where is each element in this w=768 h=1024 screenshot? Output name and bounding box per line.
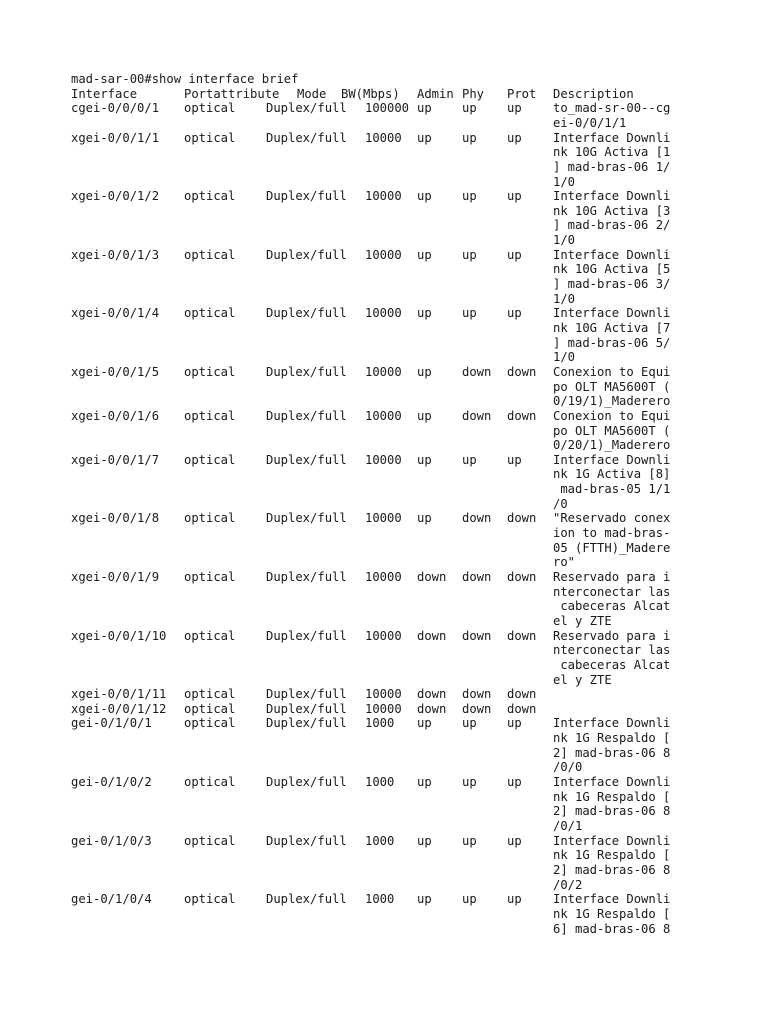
- cell-interface: xgei-0/0/1/3: [71, 247, 160, 262]
- cell-bw: 10000: [365, 687, 402, 702]
- header-mode: Mode: [297, 86, 327, 101]
- cell-admin: up: [417, 716, 432, 731]
- header-admin: Admin: [417, 86, 454, 101]
- header-description: Description: [553, 86, 634, 101]
- cell-description: Reservado para i nterconectar las cabeceras Alcat el y ZTE: [553, 570, 671, 628]
- table-row: [71, 629, 768, 688]
- cell-description: Interface Downli nk 10G Activa [3 ] mad-bras-06 2/ 1/0: [553, 189, 671, 248]
- cell-prot: up: [507, 775, 522, 790]
- cell-portattribute: optical: [184, 775, 236, 790]
- table-row: [71, 702, 768, 717]
- cell-description: Conexion to Equi po OLT MA5600T ( 0/20/1)_Maderero: [553, 408, 671, 453]
- cell-interface: gei-0/1/0/2: [71, 775, 152, 790]
- table-row: [71, 409, 768, 453]
- header-portattribute: Portattribute: [184, 86, 280, 101]
- header-interface: Interface: [71, 86, 138, 101]
- cell-description: Interface Downli nk 1G Respaldo [ 2] mad-bras-06 8 /0/0: [553, 716, 671, 775]
- table-row: [71, 570, 768, 629]
- cell-mode: Duplex/full: [266, 408, 347, 423]
- cell-description: Interface Downli nk 1G Respaldo [ 6] mad-bras-06 8: [553, 892, 671, 936]
- cell-phy: down: [462, 701, 492, 716]
- cell-mode: Duplex/full: [266, 687, 347, 702]
- cell-bw: 10000: [365, 628, 402, 643]
- cell-interface: xgei-0/0/1/11: [71, 687, 167, 702]
- cell-phy: up: [462, 892, 477, 907]
- cell-admin: up: [417, 364, 432, 379]
- cell-phy: up: [462, 130, 477, 145]
- cell-portattribute: optical: [184, 701, 236, 716]
- cell-portattribute: optical: [184, 570, 236, 585]
- cell-bw: 10000: [365, 247, 402, 262]
- table-row: [71, 775, 768, 834]
- cell-mode: Duplex/full: [266, 306, 347, 321]
- cell-description: Interface Downli nk 10G Activa [1 ] mad-bras-06 1/ 1/0: [553, 130, 671, 189]
- cell-interface: xgei-0/0/1/4: [71, 306, 160, 321]
- cell-interface: xgei-0/0/1/10: [71, 628, 167, 643]
- cell-interface: xgei-0/0/1/9: [71, 570, 160, 585]
- cell-interface: xgei-0/0/1/8: [71, 511, 160, 526]
- cell-mode: Duplex/full: [266, 701, 347, 716]
- header-bw: BW(Mbps): [341, 86, 400, 101]
- cell-phy: up: [462, 775, 477, 790]
- cell-admin: down: [417, 570, 447, 585]
- cell-mode: Duplex/full: [266, 833, 347, 848]
- cell-prot: up: [507, 306, 522, 321]
- cell-mode: Duplex/full: [266, 628, 347, 643]
- table-row: [71, 248, 768, 307]
- cell-bw: 10000: [365, 306, 402, 321]
- terminal-output: [71, 72, 768, 936]
- cell-phy: down: [462, 511, 492, 526]
- cell-interface: xgei-0/0/1/5: [71, 364, 160, 379]
- cell-admin: down: [417, 701, 447, 716]
- cell-phy: up: [462, 101, 477, 116]
- table-row: [71, 306, 768, 365]
- cell-admin: up: [417, 189, 432, 204]
- cell-portattribute: optical: [184, 408, 236, 423]
- cell-portattribute: optical: [184, 306, 236, 321]
- cell-admin: up: [417, 247, 432, 262]
- cell-portattribute: optical: [184, 833, 236, 848]
- cell-portattribute: optical: [184, 247, 236, 262]
- cell-portattribute: optical: [184, 189, 236, 204]
- cell-portattribute: optical: [184, 452, 236, 467]
- cell-interface: xgei-0/0/1/2: [71, 189, 160, 204]
- cell-mode: Duplex/full: [266, 892, 347, 907]
- cell-phy: up: [462, 189, 477, 204]
- cell-interface: xgei-0/0/1/12: [71, 701, 167, 716]
- cell-bw: 1000: [365, 775, 395, 790]
- cell-admin: up: [417, 408, 432, 423]
- cell-phy: up: [462, 716, 477, 731]
- cell-bw: 10000: [365, 189, 402, 204]
- cell-description: to_mad-sr-00--cg ei-0/0/1/1: [553, 101, 671, 130]
- cell-prot: down: [507, 570, 537, 585]
- cell-interface: xgei-0/0/1/1: [71, 130, 160, 145]
- cell-description: Interface Downli nk 10G Activa [5 ] mad-bras-06 3/ 1/0: [553, 247, 671, 306]
- cell-prot: up: [507, 247, 522, 262]
- cell-phy: up: [462, 306, 477, 321]
- cell-admin: up: [417, 833, 432, 848]
- cell-admin: down: [417, 687, 447, 702]
- cell-description: Interface Downli nk 1G Respaldo [ 2] mad-bras-06 8 /0/1: [553, 775, 671, 834]
- cell-admin: up: [417, 892, 432, 907]
- cell-mode: Duplex/full: [266, 130, 347, 145]
- table-header: [71, 87, 768, 102]
- table-row: [71, 189, 768, 248]
- cell-prot: up: [507, 101, 522, 116]
- cell-mode: Duplex/full: [266, 716, 347, 731]
- cell-portattribute: optical: [184, 716, 236, 731]
- cell-bw: 100000: [365, 101, 410, 116]
- cell-mode: Duplex/full: [266, 364, 347, 379]
- table-row: [71, 365, 768, 409]
- cell-phy: down: [462, 628, 492, 643]
- cell-prot: up: [507, 833, 522, 848]
- cell-admin: up: [417, 775, 432, 790]
- table-row: [71, 687, 768, 702]
- cell-portattribute: optical: [184, 892, 236, 907]
- header-phy: Phy: [462, 86, 485, 101]
- cell-admin: up: [417, 306, 432, 321]
- cell-phy: down: [462, 408, 492, 423]
- cell-description: Reservado para i nterconectar las cabeceras Alcat el y ZTE: [553, 628, 671, 687]
- cell-prot: down: [507, 701, 537, 716]
- cell-prot: down: [507, 628, 537, 643]
- cell-prot: up: [507, 892, 522, 907]
- cell-portattribute: optical: [184, 130, 236, 145]
- table-row: [71, 101, 768, 130]
- cell-mode: Duplex/full: [266, 570, 347, 585]
- cell-bw: 10000: [365, 364, 402, 379]
- cell-bw: 10000: [365, 511, 402, 526]
- cell-admin: down: [417, 628, 447, 643]
- cell-bw: 1000: [365, 833, 395, 848]
- cell-bw: 10000: [365, 701, 402, 716]
- interface-table: [71, 101, 768, 936]
- cell-phy: up: [462, 247, 477, 262]
- cell-prot: up: [507, 452, 522, 467]
- table-row: [71, 511, 768, 570]
- table-row: [71, 716, 768, 775]
- cell-prot: down: [507, 364, 537, 379]
- cell-description: Interface Downli nk 1G Activa [8] mad-bras-05 1/1 /0: [553, 452, 671, 511]
- cell-mode: Duplex/full: [266, 452, 347, 467]
- cell-bw: 1000: [365, 892, 395, 907]
- cell-phy: up: [462, 452, 477, 467]
- cell-portattribute: optical: [184, 101, 236, 116]
- cell-portattribute: optical: [184, 511, 236, 526]
- cell-description: "Reservado conex ion to mad-bras- 05 (FTTH)_Madere ro": [553, 511, 671, 570]
- cell-prot: down: [507, 511, 537, 526]
- cell-bw: 10000: [365, 452, 402, 467]
- cell-description: Interface Downli nk 10G Activa [7 ] mad-bras-06 5/ 1/0: [553, 306, 671, 365]
- cell-prot: up: [507, 716, 522, 731]
- cell-phy: up: [462, 833, 477, 848]
- command-line: mad-sar-00#show interface brief: [71, 72, 299, 86]
- cell-interface: xgei-0/0/1/6: [71, 408, 160, 423]
- cell-phy: down: [462, 364, 492, 379]
- cell-interface: gei-0/1/0/1: [71, 716, 152, 731]
- cell-prot: down: [507, 408, 537, 423]
- cell-mode: Duplex/full: [266, 775, 347, 790]
- header-prot: Prot: [507, 86, 537, 101]
- cell-prot: down: [507, 687, 537, 702]
- cell-prot: up: [507, 189, 522, 204]
- cell-bw: 10000: [365, 570, 402, 585]
- cell-description: Interface Downli nk 1G Respaldo [ 2] mad-bras-06 8 /0/2: [553, 833, 671, 892]
- cell-phy: down: [462, 570, 492, 585]
- cell-admin: up: [417, 511, 432, 526]
- table-row: [71, 131, 768, 190]
- cell-mode: Duplex/full: [266, 511, 347, 526]
- cell-prot: up: [507, 130, 522, 145]
- cell-interface: gei-0/1/0/3: [71, 833, 152, 848]
- cell-interface: cgei-0/0/0/1: [71, 101, 160, 116]
- cell-interface: gei-0/1/0/4: [71, 892, 152, 907]
- table-row: [71, 834, 768, 893]
- cell-admin: up: [417, 130, 432, 145]
- cell-admin: up: [417, 452, 432, 467]
- table-row: [71, 892, 768, 936]
- cell-mode: Duplex/full: [266, 247, 347, 262]
- cell-interface: xgei-0/0/1/7: [71, 452, 160, 467]
- cell-admin: up: [417, 101, 432, 116]
- cell-portattribute: optical: [184, 628, 236, 643]
- cell-description: Conexion to Equi po OLT MA5600T ( 0/19/1)_Maderero: [553, 364, 671, 409]
- cell-bw: 1000: [365, 716, 395, 731]
- cell-mode: Duplex/full: [266, 101, 347, 116]
- cell-portattribute: optical: [184, 364, 236, 379]
- cell-portattribute: optical: [184, 687, 236, 702]
- cell-phy: down: [462, 687, 492, 702]
- cell-bw: 10000: [365, 130, 402, 145]
- table-row: [71, 453, 768, 512]
- cell-mode: Duplex/full: [266, 189, 347, 204]
- cell-bw: 10000: [365, 408, 402, 423]
